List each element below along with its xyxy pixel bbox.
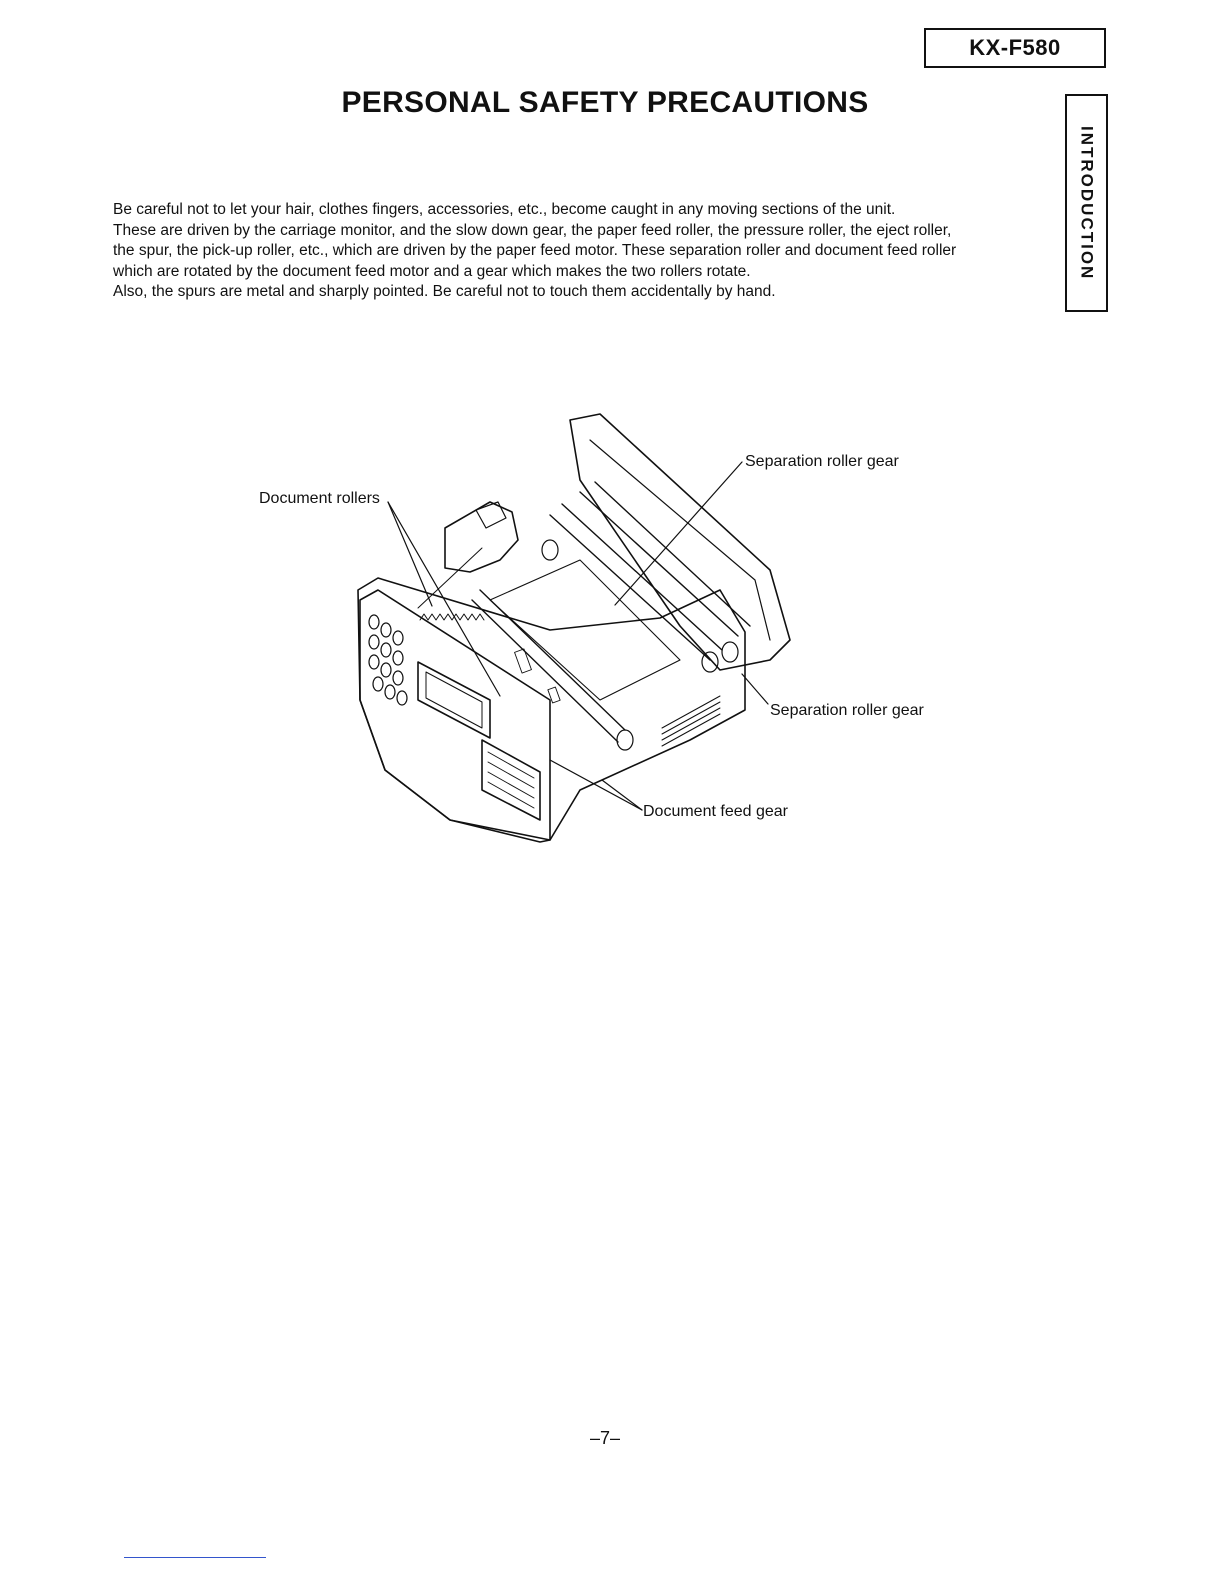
- paragraph-line: which are rotated by the document feed motor and a gear which makes the two rollers rotate.: [113, 262, 751, 280]
- callout-document-rollers: Document rollers: [259, 490, 380, 507]
- model-number: KX-F580: [969, 35, 1061, 60]
- paragraph-line: Also, the spurs are metal and sharply pointed. Be careful not to touch them accidentally by hand.: [113, 283, 776, 300]
- callout-document-feed-gear: Document feed gear: [643, 803, 788, 820]
- lid-inner-frame: [590, 440, 770, 640]
- side-hatching: [662, 696, 720, 746]
- footer-link-rule: [124, 1557, 266, 1558]
- spring-coil: [418, 548, 484, 620]
- section-tab: [1065, 94, 1108, 312]
- model-number-box: [924, 28, 1106, 68]
- function-keys-block: [482, 740, 540, 820]
- safety-paragraph: [113, 200, 1053, 303]
- keypad-icon: [369, 615, 407, 705]
- callout-separation-roller-gear-top: Separation roller gear: [745, 453, 899, 470]
- paragraph-line: Be careful not to let your hair, clothes fingers, accessories, etc., become caught in any moving sections of the unit.: [113, 201, 896, 218]
- page-number: –7–: [589, 1428, 621, 1448]
- callout-separation-roller-gear-right: Separation roller gear: [770, 702, 924, 719]
- callout-leader-lines: [388, 462, 768, 810]
- control-panel-outline: [360, 590, 550, 840]
- roller-end-caps: [542, 540, 738, 750]
- paragraph-line: These are driven by the carriage monitor, and the slow down gear, the paper feed roller, the pressure roller, the eject roller,: [113, 221, 952, 239]
- section-tab-label: INTRODUCTION: [1077, 125, 1097, 281]
- page-title: PERSONAL SAFETY PRECAUTIONS: [341, 86, 869, 119]
- handset-cradle: [445, 502, 518, 572]
- paragraph-line: the spur, the pick-up roller, etc., which are driven by the paper feed motor. These separation roller and document feed roller: [113, 242, 957, 259]
